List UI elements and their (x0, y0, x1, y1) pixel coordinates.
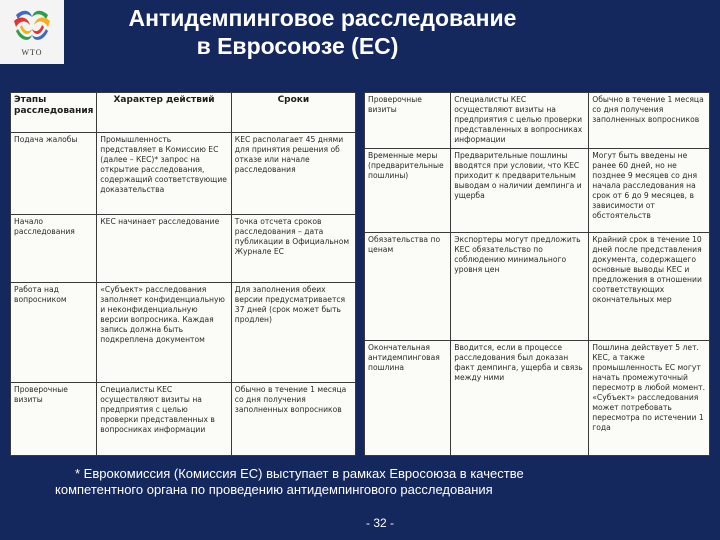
title-line-1: Антидемпинговое расследование (128, 5, 517, 31)
wto-emblem-icon (10, 7, 54, 47)
page-number: - 32 - (365, 516, 394, 530)
table-cell: Для заполнения обеих версии предусматривается 37 дней (срок может быть продлен) (231, 283, 355, 383)
table-cell: Подача жалобы (11, 133, 97, 215)
footnote (55, 466, 695, 498)
table-row (365, 93, 710, 149)
table-cell: Точка отсчета сроков расследования – дата публикации в Официальном Журнале ЕС (231, 215, 355, 283)
table-cell: Начало расследования (11, 215, 97, 283)
table-cell: Обычно в течение 1 месяца со дня получения заполненных вопросников (589, 93, 710, 149)
table-row (11, 215, 356, 283)
table-cell: Экспортеры могут предложить КЕС обязательство по соблюдению минимального уровня цен (451, 233, 589, 341)
table-cell: КЕС начинает расследование (97, 215, 232, 283)
table-cell: Работа над вопросником (11, 283, 97, 383)
table-cell: Могут быть введены не ранее 60 дней, но не позднее 9 месяцев со дня начала расследования на срок от 6 до 9 месяцев, в зависимости от обстоятельств (589, 149, 710, 233)
table-cell: Временные меры (предварительные пошлины) (365, 149, 451, 233)
footnote-line-1: * Еврокомиссия (Комиссия ЕС) выступает в рамках Евросоюза в качестве (75, 466, 524, 481)
table-cell: Крайний срок в течение 10 дней после представления документа, содержащего основные выводы КЕС и предложения в отношении соответствующих окончательных мер (589, 233, 710, 341)
table-row (365, 341, 710, 456)
left-stages-table (10, 92, 356, 456)
table-cell: Окончательная антидемпинговая пошлина (365, 341, 451, 456)
footnote-line-2: компетентного органа по проведению антидемпингового расследования (55, 482, 493, 497)
left-table-panel (10, 92, 356, 456)
table-row (11, 283, 356, 383)
table-row (365, 233, 710, 341)
table-cell: «Субъект» расследования заполняет конфиденциальную и неконфиденциальную версии вопросника. Каждая запись должна быть подкреплена документом (97, 283, 232, 383)
table-cell: Специалисты КЕС осуществляют визиты на предприятия с целью проверки представленных в вопросниках информации (97, 383, 232, 456)
table-cell: Обычно в течение 1 месяца со дня получения заполненных вопросников (231, 383, 355, 456)
wto-logo (0, 0, 64, 64)
header-actions: Характер действий (97, 93, 232, 133)
title-line-2: в Евросоюзе (ЕС) (196, 33, 399, 59)
table-row (11, 383, 356, 456)
table-row (11, 133, 356, 215)
page-title (70, 4, 715, 60)
right-table-panel (364, 92, 710, 456)
table-row (365, 149, 710, 233)
table-cell: Вводится, если в процессе расследования был доказан факт демпинга, ущерба и связь между ними (451, 341, 589, 456)
table-cell: Проверочные визиты (365, 93, 451, 149)
wto-logo-text: WTO (21, 48, 43, 57)
table-cell: Специалисты КЕС осуществляют визиты на предприятия с целью проверки представленных в вопросниках информации (451, 93, 589, 149)
table-cell: Пошлина действует 5 лет. КЕС, а также промышленность ЕС могут начать промежуточный пересмотр в любой момент. «Субъект» расследования может потребовать пересмотра по истечении 1 года (589, 341, 710, 456)
table-cell: Промышленность представляет в Комиссию ЕС (далее – КЕС)* запрос на открытие расследования, содержащий соответствующие доказательства (97, 133, 232, 215)
table-cell: КЕС располагает 45 днями для принятия решения об отказе или начале расследования (231, 133, 355, 215)
table-cell: Предварительные пошлины вводятся при условии, что КЕС приходит к предварительным выводам о наличии демпинга и ущерба (451, 149, 589, 233)
right-stages-table (364, 92, 710, 456)
header-terms: Сроки (231, 93, 355, 133)
table-cell: Обязательства по ценам (365, 233, 451, 341)
table-cell: Проверочные визиты (11, 383, 97, 456)
header-stages: Этапы расследования (11, 93, 97, 133)
